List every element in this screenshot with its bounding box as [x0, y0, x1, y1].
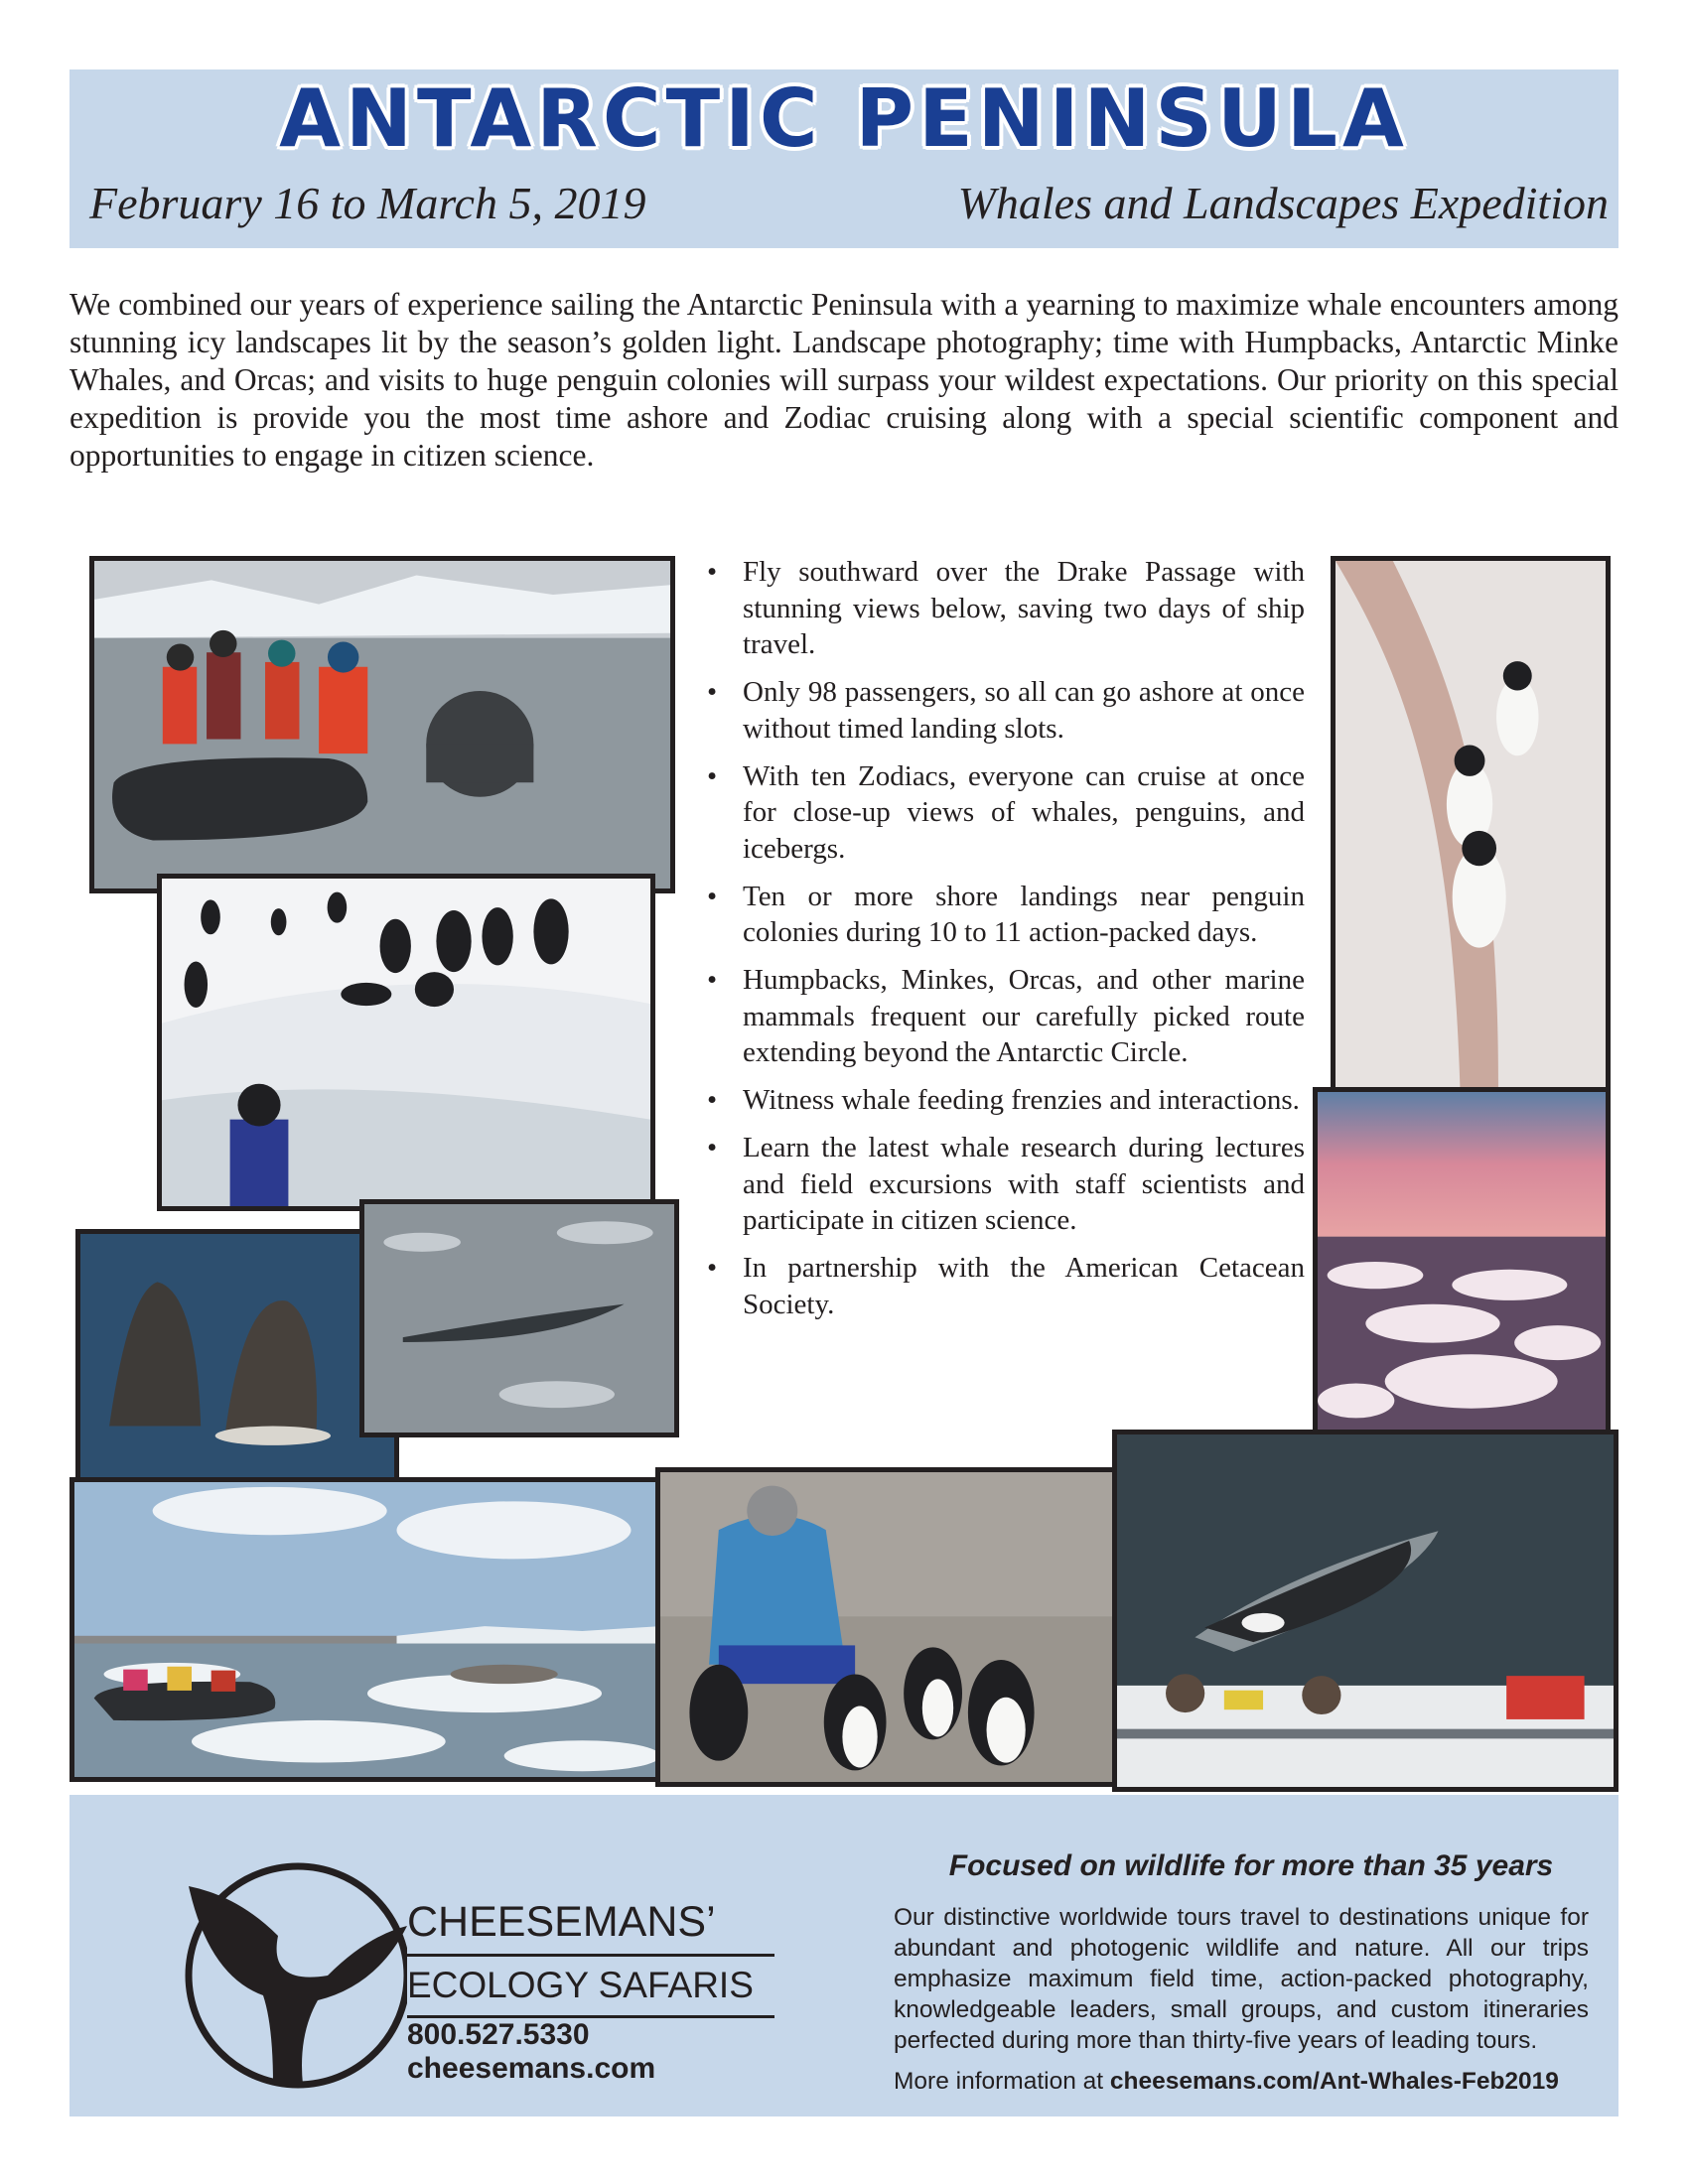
list-item: • Witness whale feeding frenzies and interactions.: [705, 1082, 1305, 1119]
more-info: More information at cheesemans.com/Ant-Whales-Feb2019: [894, 2068, 1559, 2095]
whale-tail-icon: [179, 1856, 407, 2095]
bullet-symbol: •: [707, 676, 718, 708]
company-name-line1: CHEESEMANS’: [407, 1898, 716, 1946]
list-item: • Ten or more shore landings near penguin colonies during 10 to 11 action-packed days.: [707, 880, 1305, 948]
company-blurb: Our distinctive worldwide tours travel to destinations unique for abundant and photogenic wildlife and nature. All our trips emphasize maximum field time, action-packed photography, knowledgeable leaders, small groups, and custom itineraries perfected during more than thirty-five years of leading tours.: [894, 1904, 1589, 2054]
orca-from-boat-photo: [1112, 1430, 1618, 1792]
page-title: ANTARCTIC PENINSULA: [279, 72, 1409, 165]
photographer-penguins-photo: [655, 1467, 1169, 1787]
list-item: • Learn the latest whale research during lectures and field excursions with staff scientists and participate in citizen science.: [707, 1132, 1305, 1236]
bullet-symbol: •: [707, 964, 718, 996]
expedition-subtitle: Whales and Landscapes Expedition: [957, 178, 1609, 228]
bullet-symbol: •: [707, 1252, 718, 1284]
minke-whale-photo: [359, 1199, 679, 1437]
bullet-symbol: •: [707, 880, 718, 912]
bullet-symbol: •: [707, 759, 718, 792]
list-item: • Humpbacks, Minkes, Orcas, and other marine mammals frequent our carefully picked route extending beyond the Antarctic Circle.: [707, 964, 1305, 1068]
company-name-line2: ECOLOGY SAFARIS: [407, 1965, 754, 2005]
bullet-symbol: •: [707, 1084, 718, 1116]
pink-sky-sea-ice-photo: [1313, 1087, 1611, 1437]
list-item: • Only 98 passengers, so all can go ashore at once without timed landing slots.: [707, 676, 1305, 745]
footer-band: [70, 1795, 1618, 2116]
adelie-penguins-ice-photo: [157, 874, 655, 1211]
logo-divider: [407, 1954, 774, 1957]
tagline: Focused on wildlife for more than 35 years: [948, 1849, 1554, 1882]
header-band: [70, 69, 1618, 248]
bullet-symbol: •: [707, 556, 718, 588]
list-item: • Fly southward over the Drake Passage with stunning views below, saving two days of ship travel.: [707, 556, 1305, 660]
trip-dates: February 16 to March 5, 2019: [89, 178, 646, 228]
bullet-symbol: •: [707, 1132, 718, 1163]
highlights-list: [705, 554, 1305, 1334]
penguin-trail-photo: [1331, 556, 1611, 1092]
zodiac-humpback-photo: [89, 556, 675, 893]
list-item: • With ten Zodiacs, everyone can cruise at once for close-up views of whales, penguins, and icebergs.: [707, 759, 1305, 865]
phone-number: 800.527.5330: [407, 2018, 590, 2051]
zodiac-seal-ice-photo: [70, 1477, 665, 1782]
intro-paragraph: We combined our years of experience sailing the Antarctic Peninsula with a yearning to maximize whale encounters among stunning icy landscapes lit by the season’s golden light. Landscape photography; time with Humpbacks, Antarctic Minke Whales, and Orcas; and visits to huge penguin colonies will surpass your wildest expectations. Our priority on this special expedition is provide you the most time ashore and Zodiac cruising along with a special scientific component and opportunities to engage in citizen science.: [70, 287, 1618, 473]
more-info-link[interactable]: cheesemans.com/Ant-Whales-Feb2019: [1109, 2068, 1559, 2095]
list-item: • In partnership with the American Cetacean Society.: [707, 1252, 1305, 1320]
website-link[interactable]: cheesemans.com: [407, 2052, 656, 2085]
